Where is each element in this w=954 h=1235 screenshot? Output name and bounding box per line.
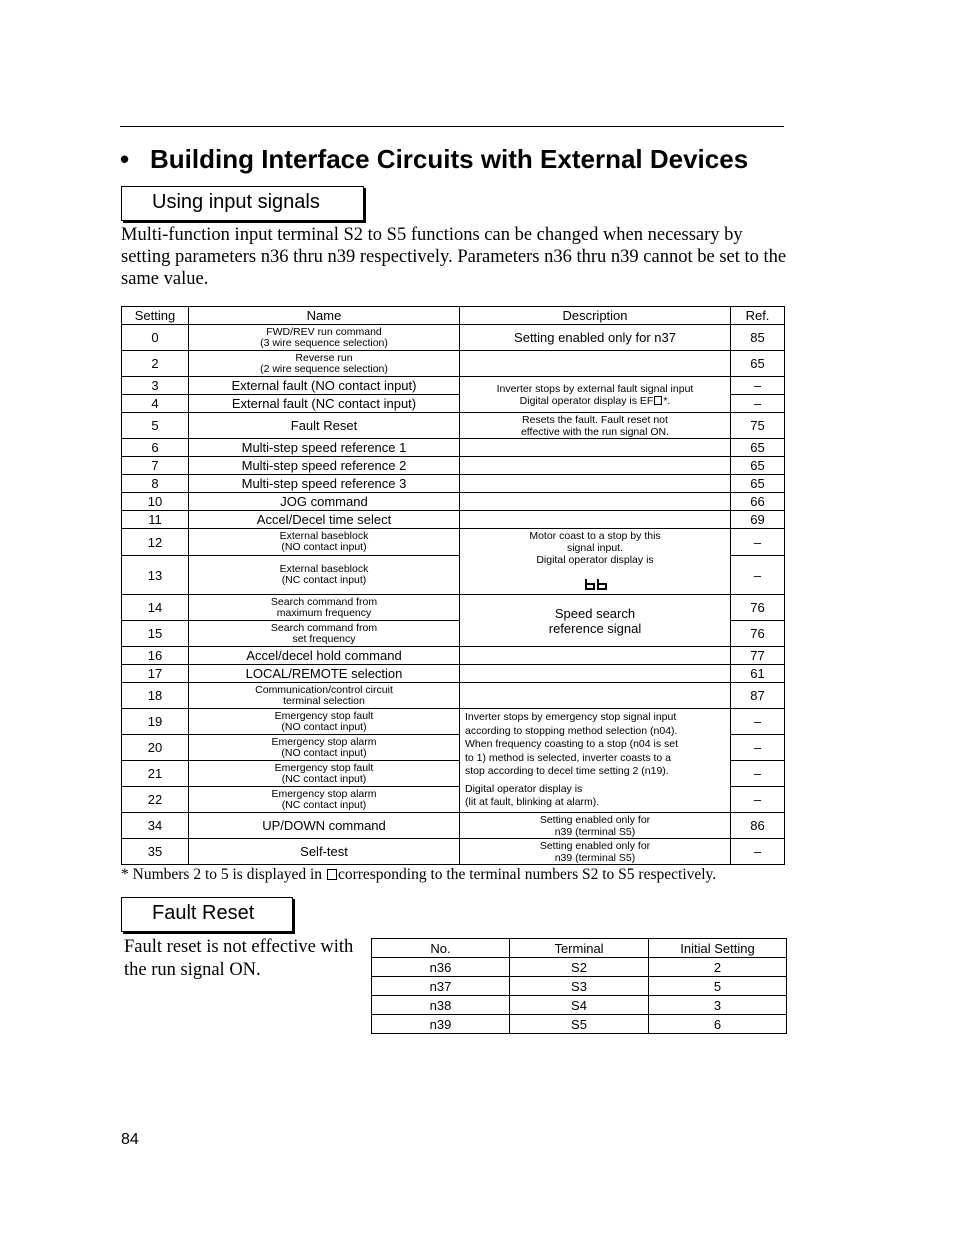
setting-cell: 17 <box>122 665 189 683</box>
setting-cell: 20 <box>122 735 189 761</box>
name-line: (NC contact input) <box>281 574 367 586</box>
setting-cell: 5 <box>122 413 189 439</box>
ref-cell: 87 <box>731 683 785 709</box>
ref-cell: – <box>731 529 785 556</box>
ref-cell: – <box>731 787 785 813</box>
name-cell: Accel/decel hold command <box>189 647 460 665</box>
name-line: Emergency stop alarm <box>271 787 377 800</box>
name-cell <box>189 761 460 787</box>
description-line: Resets the fault. Fault reset not <box>522 413 668 426</box>
table-row <box>122 529 785 556</box>
setting-cell: 21 <box>122 761 189 787</box>
description-line: effective with the run signal ON. <box>520 425 670 438</box>
header-initial-setting: Initial Setting <box>649 939 787 958</box>
table-row <box>122 839 785 865</box>
ref-cell: – <box>731 377 785 395</box>
ref-cell: – <box>731 735 785 761</box>
description-cell <box>460 839 731 865</box>
table-row <box>372 977 787 996</box>
header-ref: Ref. <box>731 307 785 325</box>
setting-cell: 7 <box>122 457 189 475</box>
name-cell: Fault Reset <box>189 413 460 439</box>
description-cell: Setting enabled only for n37 <box>460 325 731 351</box>
name-line: (NO contact input) <box>281 541 367 553</box>
name-line: (NO contact input) <box>281 720 367 733</box>
description-cell <box>460 709 731 813</box>
name-cell <box>189 595 460 621</box>
name-line: terminal selection <box>283 694 365 707</box>
description-line: Setting enabled only for <box>539 813 651 826</box>
setting-cell: 13 <box>122 556 189 595</box>
param-cell: n36 <box>372 958 510 977</box>
ref-cell: 65 <box>731 351 785 377</box>
setting-cell: 16 <box>122 647 189 665</box>
section-heading-input-signals: Using input signals <box>121 186 364 221</box>
table-row <box>372 1015 787 1034</box>
param-cell: n37 <box>372 977 510 996</box>
initial-setting-table <box>371 938 787 1034</box>
name-cell: External fault (NO contact input) <box>189 377 460 395</box>
ref-cell: 76 <box>731 621 785 647</box>
name-cell <box>189 787 460 813</box>
name-cell: Multi-step speed reference 3 <box>189 475 460 493</box>
description-line: Inverter stops by emergency stop signal input <box>465 711 677 723</box>
ref-cell: 69 <box>731 511 785 529</box>
description-line: Digital operator display is <box>536 554 654 566</box>
ref-cell: – <box>731 761 785 787</box>
header-name: Name <box>189 307 460 325</box>
ref-cell: 65 <box>731 475 785 493</box>
name-line: Reverse run <box>295 351 353 364</box>
table-row <box>122 511 785 529</box>
setting-cell: 2 <box>122 351 189 377</box>
setting-cell: 11 <box>122 511 189 529</box>
name-cell <box>189 351 460 377</box>
description-line: Speed search <box>554 605 636 621</box>
name-cell <box>189 735 460 761</box>
description-line: to 1) method is selected, inverter coasts to a <box>465 751 672 764</box>
input-signal-table <box>121 306 785 865</box>
header-terminal: Terminal <box>510 939 649 958</box>
description-line: signal input. <box>566 542 624 554</box>
setting-cell: 10 <box>122 493 189 511</box>
bb-segment-display <box>585 578 607 593</box>
table-header-row <box>122 307 785 325</box>
footnote <box>121 864 801 886</box>
setting-cell: 35 <box>122 839 189 865</box>
terminal-cell: S5 <box>510 1015 649 1034</box>
name-line: (3 wire sequence selection) <box>260 336 388 349</box>
name-cell <box>189 529 460 556</box>
name-cell: Accel/Decel time select <box>189 511 460 529</box>
description-line: Setting enabled only for <box>539 839 651 852</box>
name-line: (2 wire sequence selection) <box>260 362 388 375</box>
setting-cell: 19 <box>122 709 189 735</box>
name-cell <box>189 683 460 709</box>
initial-cell: 6 <box>649 1015 787 1034</box>
description-cell <box>460 413 731 439</box>
ref-cell: – <box>731 556 785 595</box>
setting-cell: 14 <box>122 595 189 621</box>
title-bullet: • <box>120 144 130 174</box>
initial-cell: 5 <box>649 977 787 996</box>
table-row <box>122 439 785 457</box>
description-cell <box>460 529 731 595</box>
ref-cell: – <box>731 709 785 735</box>
description-line: according to stopping method selection (n04). <box>465 724 678 737</box>
setting-cell: 18 <box>122 683 189 709</box>
table-row <box>122 647 785 665</box>
table-row <box>372 958 787 977</box>
description-line: Digital operator display is EF <box>519 394 654 407</box>
table-row <box>122 325 785 351</box>
intro-paragraph: Multi-function input terminal S2 to S5 functions can be changed when necessary by setting parameters n36 thru n39 respectively. Parameters n36 thru n39 cannot be set to the same value. <box>121 225 787 289</box>
name-cell: JOG command <box>189 493 460 511</box>
ref-cell: – <box>731 839 785 865</box>
initial-cell: 3 <box>649 996 787 1015</box>
terminal-cell: S3 <box>510 977 649 996</box>
description-line: Motor coast to a stop by this <box>529 530 661 542</box>
description-cell <box>460 475 731 493</box>
header-no: No. <box>372 939 510 958</box>
name-cell: UP/DOWN command <box>189 813 460 839</box>
table-row <box>122 457 785 475</box>
setting-cell: 8 <box>122 475 189 493</box>
description-cell <box>460 813 731 839</box>
footnote-text: corresponding to the terminal numbers S2 to S5 respectively. <box>337 866 717 883</box>
ref-cell: 86 <box>731 813 785 839</box>
setting-cell: 4 <box>122 395 189 413</box>
table-row <box>122 813 785 839</box>
description-line: stop according to decel time setting 2 (n19). <box>465 765 669 777</box>
name-line: (NO contact input) <box>281 746 367 759</box>
table-row <box>122 377 785 395</box>
terminal-cell: S2 <box>510 958 649 977</box>
digit-placeholder-box <box>654 396 662 405</box>
name-line: Search command from <box>270 621 378 634</box>
ref-cell: 66 <box>731 493 785 511</box>
ref-cell: 77 <box>731 647 785 665</box>
table-row <box>122 475 785 493</box>
description-line: n39 (terminal S5) <box>554 825 636 838</box>
table-row <box>122 665 785 683</box>
table-row <box>122 493 785 511</box>
name-line: (NC contact input) <box>281 772 367 785</box>
footnote-text: * Numbers 2 to 5 is displayed in <box>121 866 326 883</box>
setting-cell: 22 <box>122 787 189 813</box>
page-number: 84 <box>121 1131 139 1148</box>
description-line: *. <box>663 394 671 407</box>
title-text: Building Interface Circuits with External Devices <box>150 144 749 174</box>
section-heading-fault-reset: Fault Reset <box>121 897 293 932</box>
ref-cell: 65 <box>731 439 785 457</box>
ref-cell: – <box>731 395 785 413</box>
ref-cell: 75 <box>731 413 785 439</box>
description-line: Digital operator display is <box>465 782 583 795</box>
name-cell <box>189 325 460 351</box>
ref-cell: 85 <box>731 325 785 351</box>
name-cell: Multi-step speed reference 1 <box>189 439 460 457</box>
name-line: External baseblock <box>279 563 369 575</box>
name-line: set frequency <box>292 632 356 645</box>
description-line: Inverter stops by external fault signal input <box>496 382 694 395</box>
description-cell <box>460 439 731 457</box>
name-line: maximum frequency <box>276 606 372 619</box>
name-cell <box>189 709 460 735</box>
name-line: Emergency stop alarm <box>271 735 377 748</box>
description-cell <box>460 457 731 475</box>
description-line: When frequency coasting to a stop (n04 is set <box>465 738 679 750</box>
digit-placeholder-box <box>327 869 337 880</box>
description-cell <box>460 683 731 709</box>
table-row <box>372 996 787 1015</box>
name-line: Communication/control circuit <box>255 683 393 696</box>
top-rule <box>120 126 784 127</box>
description-cell <box>460 647 731 665</box>
description-cell <box>460 493 731 511</box>
fault-reset-text: Fault reset is not effective with the run signal ON. <box>124 937 354 980</box>
param-cell: n38 <box>372 996 510 1015</box>
name-line: Emergency stop fault <box>274 709 374 722</box>
ref-cell: 61 <box>731 665 785 683</box>
description-cell <box>460 351 731 377</box>
setting-cell: 12 <box>122 529 189 556</box>
name-cell <box>189 621 460 647</box>
name-cell <box>189 556 460 595</box>
description-line: (lit at fault, blinking at alarm). <box>465 796 600 808</box>
name-cell: Self-test <box>189 839 460 865</box>
table-header-row <box>372 939 787 958</box>
description-line: n39 (terminal S5) <box>554 851 636 864</box>
setting-cell: 15 <box>122 621 189 647</box>
table-row <box>122 351 785 377</box>
name-cell: LOCAL/REMOTE selection <box>189 665 460 683</box>
initial-cell: 2 <box>649 958 787 977</box>
description-line: reference signal <box>548 620 642 636</box>
header-setting: Setting <box>122 307 189 325</box>
description-cell <box>460 511 731 529</box>
setting-cell: 34 <box>122 813 189 839</box>
setting-cell: 0 <box>122 325 189 351</box>
name-line: (NC contact input) <box>281 798 367 811</box>
name-line: FWD/REV run command <box>266 325 382 338</box>
table-row <box>122 595 785 621</box>
terminal-cell: S4 <box>510 996 649 1015</box>
name-line: External baseblock <box>279 530 369 542</box>
description-cell <box>460 595 731 647</box>
description-cell <box>460 665 731 683</box>
name-cell: Multi-step speed reference 2 <box>189 457 460 475</box>
description-cell <box>460 377 731 413</box>
ref-cell: 76 <box>731 595 785 621</box>
name-cell: External fault (NC contact input) <box>189 395 460 413</box>
setting-cell: 3 <box>122 377 189 395</box>
table-row <box>122 413 785 439</box>
setting-cell: 6 <box>122 439 189 457</box>
name-line: Search command from <box>270 595 378 608</box>
ref-cell: 65 <box>731 457 785 475</box>
header-description: Description <box>460 307 731 325</box>
table-row <box>122 709 785 735</box>
page-title <box>120 140 800 178</box>
name-line: Emergency stop fault <box>274 761 374 774</box>
table-row <box>122 683 785 709</box>
param-cell: n39 <box>372 1015 510 1034</box>
